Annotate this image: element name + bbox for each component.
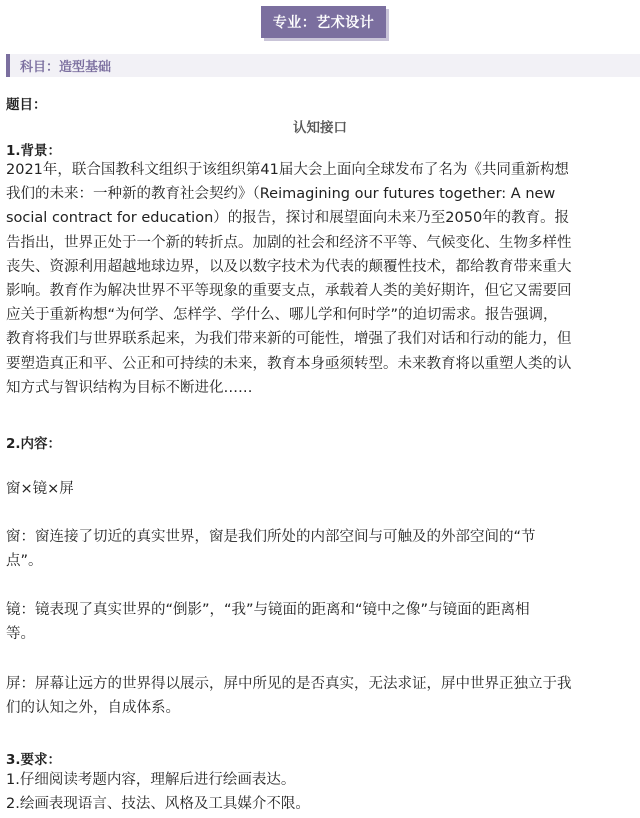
mirror-line: 镜：镜表现了真实世界的“倒影”，“我”与镜面的距离和“镜中之像”与镜面的距离相 xyxy=(6,602,530,618)
background-line: 我们的未来：一种新的教育社会契约》（Reimagining our futures together: A new xyxy=(6,186,556,203)
background-line: 2021年，联合国教科文组织于该组织第41届大会上面向全球发布了名为《共同重新构想 xyxy=(6,162,569,178)
subject-bar xyxy=(6,54,640,77)
topic-title: 认知接口 xyxy=(293,120,347,136)
background-line: 教育将我们与世界联系起来，为我们带来新的可能性，增强了我们对话和行动的能力，但 xyxy=(6,331,572,348)
background-paragraph xyxy=(6,158,640,400)
screen-line: 们的认知之外，自成体系。 xyxy=(6,700,180,717)
window-line: 点”。 xyxy=(6,553,43,570)
subject-label: 科目：造型基础 xyxy=(20,60,112,75)
background-line: 告指出，世界正处于一个新的转折点。加剧的社会和经济不平等、气候变化、生物多样性 xyxy=(6,234,572,251)
requirements-heading: 3.要求： xyxy=(6,752,62,768)
content-heading: 2.内容： xyxy=(6,436,62,452)
screen-line: 屏：屏幕让远方的世界得以展示，屏中所见的是否真实，无法求证，屏中世界正独立于我 xyxy=(6,676,572,692)
major-badge: 专业：艺术设计 xyxy=(261,6,386,38)
background-line: 丧失、资源利用超越地球边界，以及以数字技术为代表的颠覆性技术，都给教育带来重大 xyxy=(6,258,572,275)
background-line: 应关于重新构想“为何学、怎样学、学什么、哪儿学和何时学”的迫切需求。报告强调， xyxy=(6,307,558,324)
window-paragraph xyxy=(6,525,640,573)
background-line: 要塑造真正和平、公正和可持续的未来，教育本身亟须转型。未来教育将以重塑人类的认 xyxy=(6,355,572,372)
question-label: 题目： xyxy=(6,97,47,113)
background-line: 影响。教育作为解决世界不平等现象的重要支点，承载着人类的美好期许，但它又需要回 xyxy=(6,283,572,300)
requirement-item: 2.绘画表现语言、技法、风格及工具媒介不限。 xyxy=(6,796,310,812)
screen-paragraph xyxy=(6,672,640,720)
content-formula: 窗×镜×屏 xyxy=(6,481,74,497)
window-line: 窗：窗连接了切近的真实世界，窗是我们所处的内部空间与可触及的外部空间的“节 xyxy=(6,529,536,545)
mirror-paragraph xyxy=(6,598,640,646)
requirement-item: 1.仔细阅读考题内容，理解后进行绘画表达。 xyxy=(6,772,296,788)
background-heading: 1.背景： xyxy=(6,143,62,159)
mirror-line: 等。 xyxy=(6,626,35,643)
background-line: social contract for education）的报告，探讨和展望面向未来乃至2050年的教育。报 xyxy=(6,210,570,227)
background-line: 知方式与智识结构为目标不断进化…… xyxy=(6,379,253,396)
